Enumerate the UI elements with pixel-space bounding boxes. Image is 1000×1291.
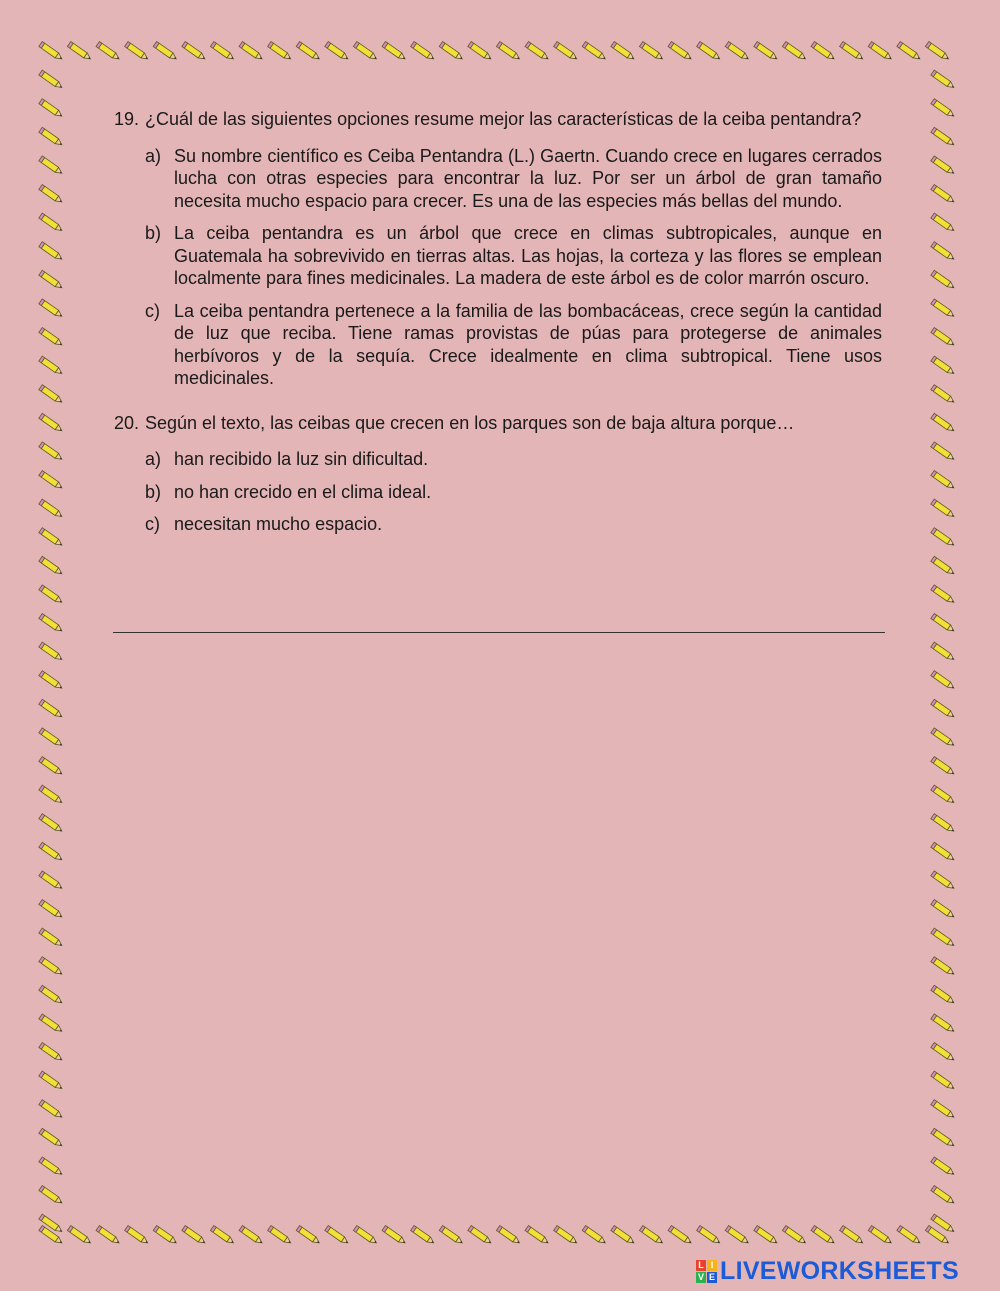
pencil-icon — [931, 900, 956, 920]
pencil-icon — [668, 42, 693, 62]
pencil-icon — [931, 642, 956, 662]
pencil-icon — [182, 1226, 207, 1246]
pencil-icon — [39, 957, 64, 977]
question-number: 20. — [114, 412, 140, 433]
pencil-icon — [39, 528, 64, 548]
pencil-icon — [353, 1226, 378, 1246]
logo-badge-letter: L — [696, 1260, 706, 1271]
pencil-icon — [897, 42, 922, 62]
option-b[interactable] — [145, 222, 882, 290]
option-c[interactable] — [145, 300, 882, 390]
option-text: necesitan mucho espacio. — [174, 514, 383, 534]
pencil-icon — [382, 1226, 407, 1246]
option-letter: a) — [145, 449, 162, 469]
pencil-icon — [931, 242, 956, 262]
pencil-icon — [153, 1226, 178, 1246]
pencil-icon — [931, 471, 956, 491]
pencil-icon — [39, 156, 64, 176]
pencil-icon — [39, 814, 64, 834]
pencil-icon — [931, 871, 956, 891]
pencil-icon — [39, 127, 64, 147]
pencil-icon — [39, 213, 64, 233]
logo-badge-letter: V — [697, 1272, 704, 1282]
pencil-icon — [67, 1226, 92, 1246]
pencil-icon — [931, 671, 956, 691]
option-b[interactable] — [145, 481, 882, 504]
pencil-icon — [39, 842, 64, 862]
pencil-icon — [39, 985, 64, 1005]
pencil-icon — [39, 99, 64, 119]
pencil-icon — [39, 442, 64, 462]
pencil-icon — [931, 70, 956, 90]
pencil-icon — [931, 985, 956, 1005]
pencil-icon — [153, 42, 178, 62]
pencil-icon — [840, 42, 865, 62]
pencil-icon — [239, 1226, 264, 1246]
option-letter: b) — [145, 223, 162, 243]
pencil-icon — [39, 356, 64, 376]
pencil-icon — [39, 871, 64, 891]
pencil-icon — [931, 299, 956, 319]
option-a[interactable] — [145, 145, 882, 213]
pencil-icon — [611, 1226, 636, 1246]
pencil-icon — [931, 270, 956, 290]
pencil-icon — [931, 528, 956, 548]
pencil-icon — [296, 42, 321, 62]
option-text: Su nombre científico es Ceiba Pentandra (L.) Gaertn. Cuando crece en lugares cerrados lucha con otras especies para encontrar la luz. Por ser un árbol de gran tamaño necesita mucho espacio para crecer. Es una de las especies más bellas del mundo. — [174, 145, 882, 211]
pencil-icon — [931, 1071, 956, 1091]
option-a[interactable] — [145, 448, 882, 471]
pencil-icon — [39, 1071, 64, 1091]
pencil-icon — [782, 42, 807, 62]
pencil-icon — [931, 442, 956, 462]
pencil-icon — [39, 785, 64, 805]
pencil-icon — [39, 556, 64, 576]
question-number: 19. — [114, 109, 140, 129]
pencil-icon — [931, 1186, 956, 1206]
pencil-icon — [411, 42, 436, 62]
option-text: han recibido la luz sin dificultad. — [174, 449, 429, 469]
pencil-icon — [931, 356, 956, 376]
pencil-icon — [39, 757, 64, 777]
pencil-icon — [754, 42, 779, 62]
pencil-icon — [754, 1226, 779, 1246]
pencil-icon — [931, 957, 956, 977]
pencil-icon — [210, 42, 235, 62]
pencil-icon — [125, 42, 150, 62]
pencil-icon — [931, 699, 956, 719]
logo-text: LIVEWORKSHEETS — [720, 1256, 959, 1285]
option-letter: c) — [145, 300, 160, 321]
pencil-icon — [39, 70, 64, 90]
pencil-icon — [39, 728, 64, 748]
pencil-icon — [39, 328, 64, 348]
pencil-icon — [931, 1100, 956, 1120]
pencil-icon — [931, 1157, 956, 1177]
pencil-icon — [39, 499, 64, 519]
question-text: Según el texto, las ceibas que crecen en los parques son de baja altura porque… — [145, 412, 795, 433]
pencil-icon — [931, 757, 956, 777]
pencil-icon — [868, 1226, 893, 1246]
pencil-icon — [39, 614, 64, 634]
logo-badge-letter: E — [708, 1272, 715, 1282]
question-prompt — [114, 108, 882, 131]
pencil-icon — [268, 1226, 293, 1246]
pencil-icon — [931, 1128, 956, 1148]
pencil-icon — [39, 1128, 64, 1148]
pencil-icon — [639, 1226, 664, 1246]
pencil-icon — [182, 42, 207, 62]
pencil-icon — [931, 814, 956, 834]
question-20 — [114, 412, 882, 536]
pencil-icon — [325, 42, 350, 62]
pencil-icon — [925, 42, 950, 62]
option-letter: c) — [145, 514, 160, 534]
pencil-icon — [210, 1226, 235, 1246]
pencil-icon — [39, 270, 64, 290]
pencil-icon — [468, 42, 493, 62]
pencil-icon — [496, 1226, 521, 1246]
pencil-icon — [353, 42, 378, 62]
pencil-icon — [668, 1226, 693, 1246]
pencil-icon — [931, 928, 956, 948]
pencil-icon — [39, 699, 64, 719]
pencil-icon — [811, 1226, 836, 1246]
pencil-icon — [525, 1226, 550, 1246]
pencil-icon — [239, 42, 264, 62]
pencil-icon — [39, 671, 64, 691]
pencil-icon — [931, 213, 956, 233]
worksheet-content — [114, 108, 882, 546]
pencil-icon — [39, 900, 64, 920]
question-19 — [114, 108, 882, 390]
pencil-icon — [931, 842, 956, 862]
pencil-icon — [96, 42, 121, 62]
pencil-icon — [39, 928, 64, 948]
pencil-icon — [554, 42, 579, 62]
pencil-icon — [840, 1226, 865, 1246]
pencil-icon — [39, 1014, 64, 1034]
pencil-icon — [931, 185, 956, 205]
pencil-icon — [697, 1226, 722, 1246]
pencil-icon — [382, 42, 407, 62]
pencil-icon — [931, 413, 956, 433]
option-list — [145, 448, 882, 536]
logo-badge-icon — [696, 1260, 717, 1283]
pencil-icon — [39, 642, 64, 662]
pencil-icon — [39, 185, 64, 205]
pencil-icon — [611, 42, 636, 62]
pencil-icon — [697, 42, 722, 62]
pencil-icon — [39, 42, 64, 62]
pencil-icon — [39, 585, 64, 605]
pencil-icon — [931, 614, 956, 634]
pencil-icon — [39, 413, 64, 433]
pencil-icon — [931, 585, 956, 605]
pencil-icon — [411, 1226, 436, 1246]
pencil-icon — [931, 1014, 956, 1034]
pencil-icon — [39, 1100, 64, 1120]
pencil-icon — [931, 728, 956, 748]
pencil-icon — [439, 1226, 464, 1246]
pencil-icon — [931, 328, 956, 348]
pencil-icon — [931, 1043, 956, 1063]
pencil-icon — [468, 1226, 493, 1246]
pencil-icon — [39, 1157, 64, 1177]
pencil-icon — [811, 42, 836, 62]
pencil-icon — [582, 42, 607, 62]
option-text: La ceiba pentandra es un árbol que crece en climas subtropicales, aunque en Guatemala ha sobrevivido en tierras altas. Las hojas, la corteza y las flores se emplean localmente para fines medicinales. La madera de este árbol es de color marrón oscuro. — [174, 223, 882, 288]
pencil-icon — [554, 1226, 579, 1246]
pencil-icon — [639, 42, 664, 62]
pencil-icon — [39, 1043, 64, 1063]
pencil-icon — [931, 127, 956, 147]
pencil-icon — [931, 156, 956, 176]
option-letter: a) — [145, 145, 162, 166]
question-text: ¿Cuál de las siguientes opciones resume mejor las características de la ceiba pentandra? — [145, 109, 862, 129]
pencil-icon — [931, 556, 956, 576]
pencil-icon — [782, 1226, 807, 1246]
question-prompt — [114, 412, 882, 435]
pencil-icon — [897, 1226, 922, 1246]
pencil-icon — [931, 499, 956, 519]
pencil-icon — [931, 785, 956, 805]
pencil-icon — [268, 42, 293, 62]
pencil-icon — [325, 1226, 350, 1246]
pencil-icon — [496, 42, 521, 62]
pencil-icon — [39, 299, 64, 319]
pencil-icon — [931, 385, 956, 405]
pencil-icon — [931, 99, 956, 119]
pencil-icon — [39, 242, 64, 262]
pencil-icon — [125, 1226, 150, 1246]
option-list — [145, 145, 882, 390]
pencil-icon — [525, 42, 550, 62]
pencil-icon — [39, 1186, 64, 1206]
pencil-icon — [39, 471, 64, 491]
option-c[interactable] — [145, 513, 882, 536]
option-text: no han crecido en el clima ideal. — [174, 481, 432, 502]
option-letter: b) — [145, 481, 162, 502]
option-text: La ceiba pentandra pertenece a la familia de las bombacáceas, crece según la cantidad de luz que reciba. Tiene ramas provistas de púas para protegerse de animales herbívoros y de la sequía. Crece idealmente en clima subtropical. Tiene usos medicinales. — [174, 300, 882, 388]
pencil-icon — [725, 1226, 750, 1246]
pencil-icon — [725, 42, 750, 62]
pencil-icon — [67, 42, 92, 62]
liveworksheets-logo[interactable] — [696, 1256, 959, 1286]
divider-line — [113, 632, 885, 633]
pencil-icon — [96, 1226, 121, 1246]
pencil-icon — [296, 1226, 321, 1246]
pencil-icon — [582, 1226, 607, 1246]
pencil-icon — [439, 42, 464, 62]
pencil-icon — [39, 385, 64, 405]
pencil-icon — [868, 42, 893, 62]
logo-badge-letter: I — [707, 1260, 717, 1271]
